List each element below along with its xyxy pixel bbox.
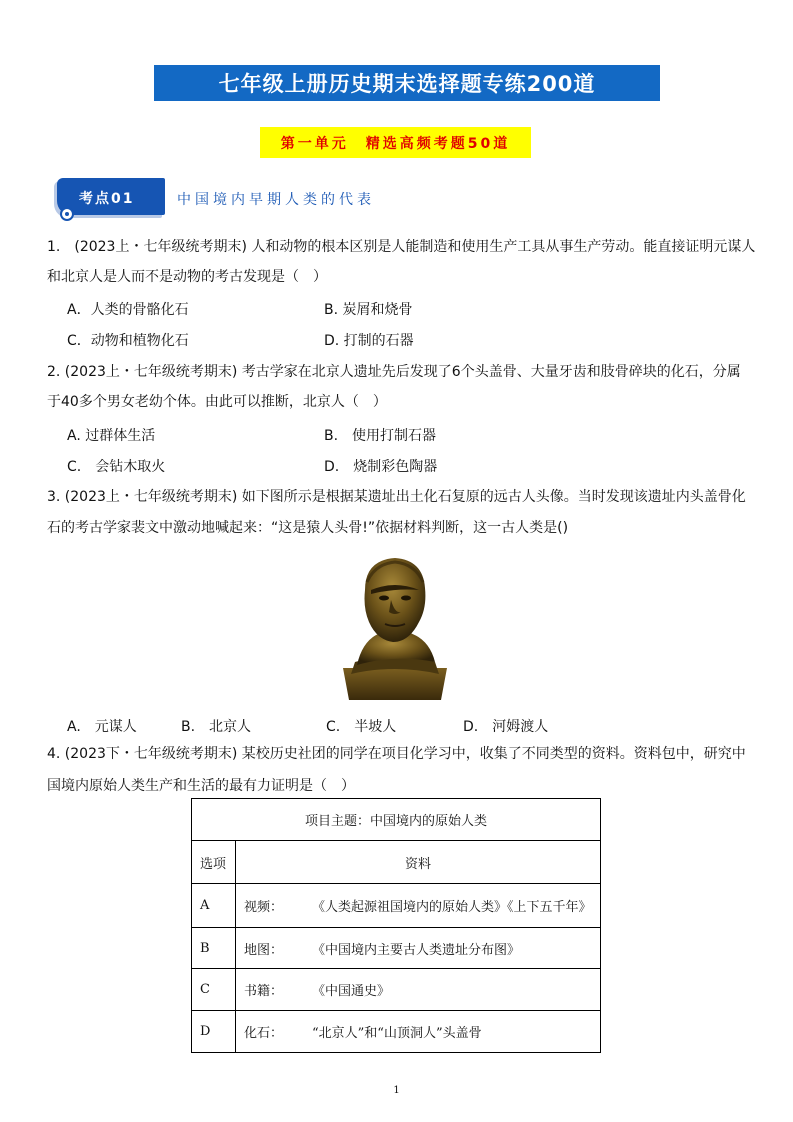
row-option-c: C bbox=[192, 969, 236, 1011]
row-material-d bbox=[236, 1011, 601, 1053]
question-3-option-d: D. 河姆渡人 bbox=[463, 719, 549, 735]
row-option-d: D bbox=[192, 1011, 236, 1053]
page-title: 七年级上册历史期末选择题专练200道 bbox=[154, 65, 660, 101]
table-column-row bbox=[192, 841, 601, 884]
question-1-option-c: C．动物和植物化石 bbox=[67, 333, 189, 349]
question-2-option-a: A. 过群体生活 bbox=[67, 428, 156, 444]
question-1-option-b: B. 炭屑和烧骨 bbox=[324, 302, 413, 318]
unit-banner: 第一单元 精选高频考题50道 bbox=[260, 127, 531, 158]
row-material-a bbox=[236, 884, 601, 928]
table-row bbox=[192, 1011, 601, 1053]
question-1-option-d: D. 打制的石器 bbox=[324, 333, 414, 349]
table-row bbox=[192, 928, 601, 969]
material-content: 《中国境内主要古人类遗址分布图》 bbox=[312, 942, 521, 958]
question-2-option-b: B. 使用打制石器 bbox=[324, 428, 437, 444]
question-2-line-1: 2. (2023上・七年级统考期末) 考古学家在北京人遗址先后发现了6个头盖骨、大量牙齿和肢骨碎块的化石，分属 bbox=[47, 364, 741, 380]
material-type: 地图： bbox=[244, 942, 284, 958]
question-2-option-d: D. 烧制彩色陶器 bbox=[324, 459, 438, 475]
source-materials-table bbox=[191, 798, 601, 1053]
question-1-line-1: 1. (2023上・七年级统考期末) 人和动物的根本区别是人能制造和使用生产工具从事生产劳动。能直接证明元谋人 bbox=[47, 239, 756, 255]
question-1-line-2: 和北京人是人而不是动物的考古发现是（ ） bbox=[47, 269, 327, 285]
material-type: 化石： bbox=[244, 1026, 284, 1041]
page-number: 1 bbox=[393, 1085, 400, 1096]
question-3-line-2: 石的考古学家裴文中激动地喊起来：“这是猿人头骨!”依据材料判断，这一古人类是() bbox=[47, 520, 569, 536]
question-3-option-c: C. 半坡人 bbox=[326, 719, 397, 735]
key-point-label: 考点01 bbox=[79, 191, 135, 207]
table-row bbox=[192, 969, 601, 1011]
question-2-option-c: C. 会钻木取火 bbox=[67, 459, 166, 475]
key-point-title: 中国境内早期人类的代表 bbox=[177, 192, 375, 208]
key-point-badge bbox=[57, 178, 165, 215]
question-3-line-1: 3. (2023上・七年级统考期末) 如下图所示是根据某遗址出土化石复原的远古人头像。当时发现该遗址内头盖骨化 bbox=[47, 489, 746, 505]
question-4-line-2: 国境内原始人类生产和生活的最有力证明是（ ） bbox=[47, 778, 355, 794]
table-topic-cell: 项目主题：中国境内的原始人类 bbox=[192, 799, 601, 841]
question-3-option-b: B. 北京人 bbox=[181, 719, 252, 735]
row-material-b bbox=[236, 928, 601, 969]
material-type: 书籍： bbox=[244, 984, 284, 999]
question-2-line-2: 于40多个男女老幼个体。由此可以推断，北京人（ ） bbox=[47, 394, 387, 410]
material-content: 《人类起源祖国境内的原始人类》《上下五千年》 bbox=[312, 900, 592, 915]
table-header-row bbox=[192, 799, 601, 841]
row-material-c bbox=[236, 969, 601, 1011]
material-type: 视频： bbox=[244, 900, 284, 915]
column-material-header: 资料 bbox=[236, 841, 601, 884]
table-row bbox=[192, 884, 601, 928]
row-option-a: A bbox=[192, 884, 236, 928]
question-3-option-a: A. 元谋人 bbox=[67, 719, 137, 735]
badge-dot-icon bbox=[60, 207, 74, 221]
question-4-line-1: 4. (2023下・七年级统考期末) 某校历史社团的同学在项目化学习中，收集了不同类型的资料。资料包中，研究中 bbox=[47, 746, 746, 762]
material-content: 《中国通史》 bbox=[312, 984, 391, 999]
column-option-header: 选项 bbox=[192, 841, 236, 884]
row-option-b: B bbox=[192, 928, 236, 969]
question-1-option-a: A．人类的骨骼化石 bbox=[67, 302, 189, 318]
peking-man-bust-image bbox=[335, 550, 455, 700]
material-content: “北京人”和“山顶洞人”头盖骨 bbox=[312, 1026, 482, 1041]
